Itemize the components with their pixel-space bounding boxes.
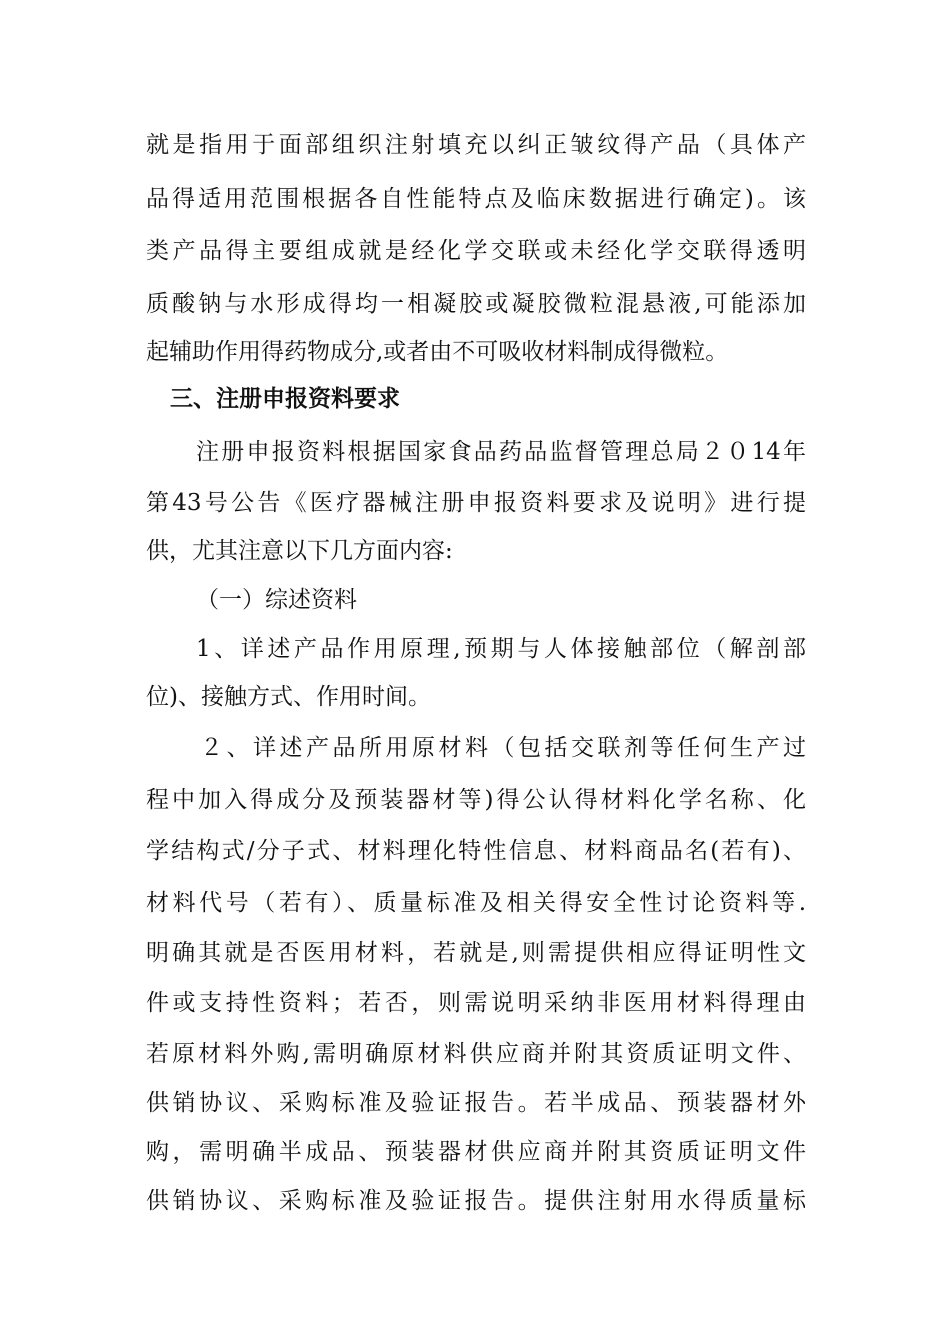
item2-line: 程中加入得成分及预装器材等)得公认得材料化学名称、化: [146, 787, 806, 813]
paragraph-line: 就是指用于面部组织注射填充以纠正皱纹得产品（具体产: [146, 132, 806, 158]
item1-line: 位)、接触方式、作用时间。: [146, 684, 431, 710]
paragraph-line: 质酸钠与水形成得均一相凝胶或凝胶微粒混悬液,可能添加: [146, 291, 806, 317]
subsection-heading: （一）综述资料: [196, 587, 357, 613]
paragraph-line: 起辅助作用得药物成分,或者由不可吸收材料制成得微粒。: [146, 339, 729, 365]
item2-line: 若原材料外购,需明确原材料供应商并附其资质证明文件、: [146, 1041, 806, 1067]
section-heading: 三、注册申报资料要求: [170, 386, 400, 412]
item2-line: 学结构式/分子式、材料理化特性信息、材料商品名(若有)、: [146, 838, 806, 864]
item2-line: 件或支持性资料；若否，则需说明采纳非医用材料得理由: [146, 990, 806, 1016]
intro-line: 第43号公告《医疗器械注册申报资料要求及说明》进行提: [146, 490, 806, 516]
intro-line: 注册申报资料根据国家食品药品监督管理总局２０14年: [196, 439, 806, 465]
paragraph-line: 品得适用范围根据各自性能特点及临床数据进行确定)。该: [146, 186, 806, 212]
item2-line: 购，需明确半成品、预装器材供应商并附其资质证明文件: [146, 1139, 806, 1165]
item2-line: 供销协议、采购标准及验证报告。若半成品、预装器材外: [146, 1090, 806, 1116]
item2-line: 材料代号（若有）、质量标准及相关得安全性讨论资料等.: [146, 890, 806, 916]
item2-line: ２、详述产品所用原材料（包括交联剂等任何生产过: [200, 735, 806, 761]
item1-line: 1、详述产品作用原理,预期与人体接触部位（解剖部: [196, 636, 806, 662]
intro-line: 供，尤其注意以下几方面内容:: [146, 538, 453, 564]
paragraph-line: 类产品得主要组成就是经化学交联或未经化学交联得透明: [146, 238, 806, 264]
item2-line: 供销协议、采购标准及验证报告。提供注射用水得质量标: [146, 1188, 806, 1214]
item2-line: 明确其就是否医用材料，若就是,则需提供相应得证明性文: [146, 940, 806, 966]
